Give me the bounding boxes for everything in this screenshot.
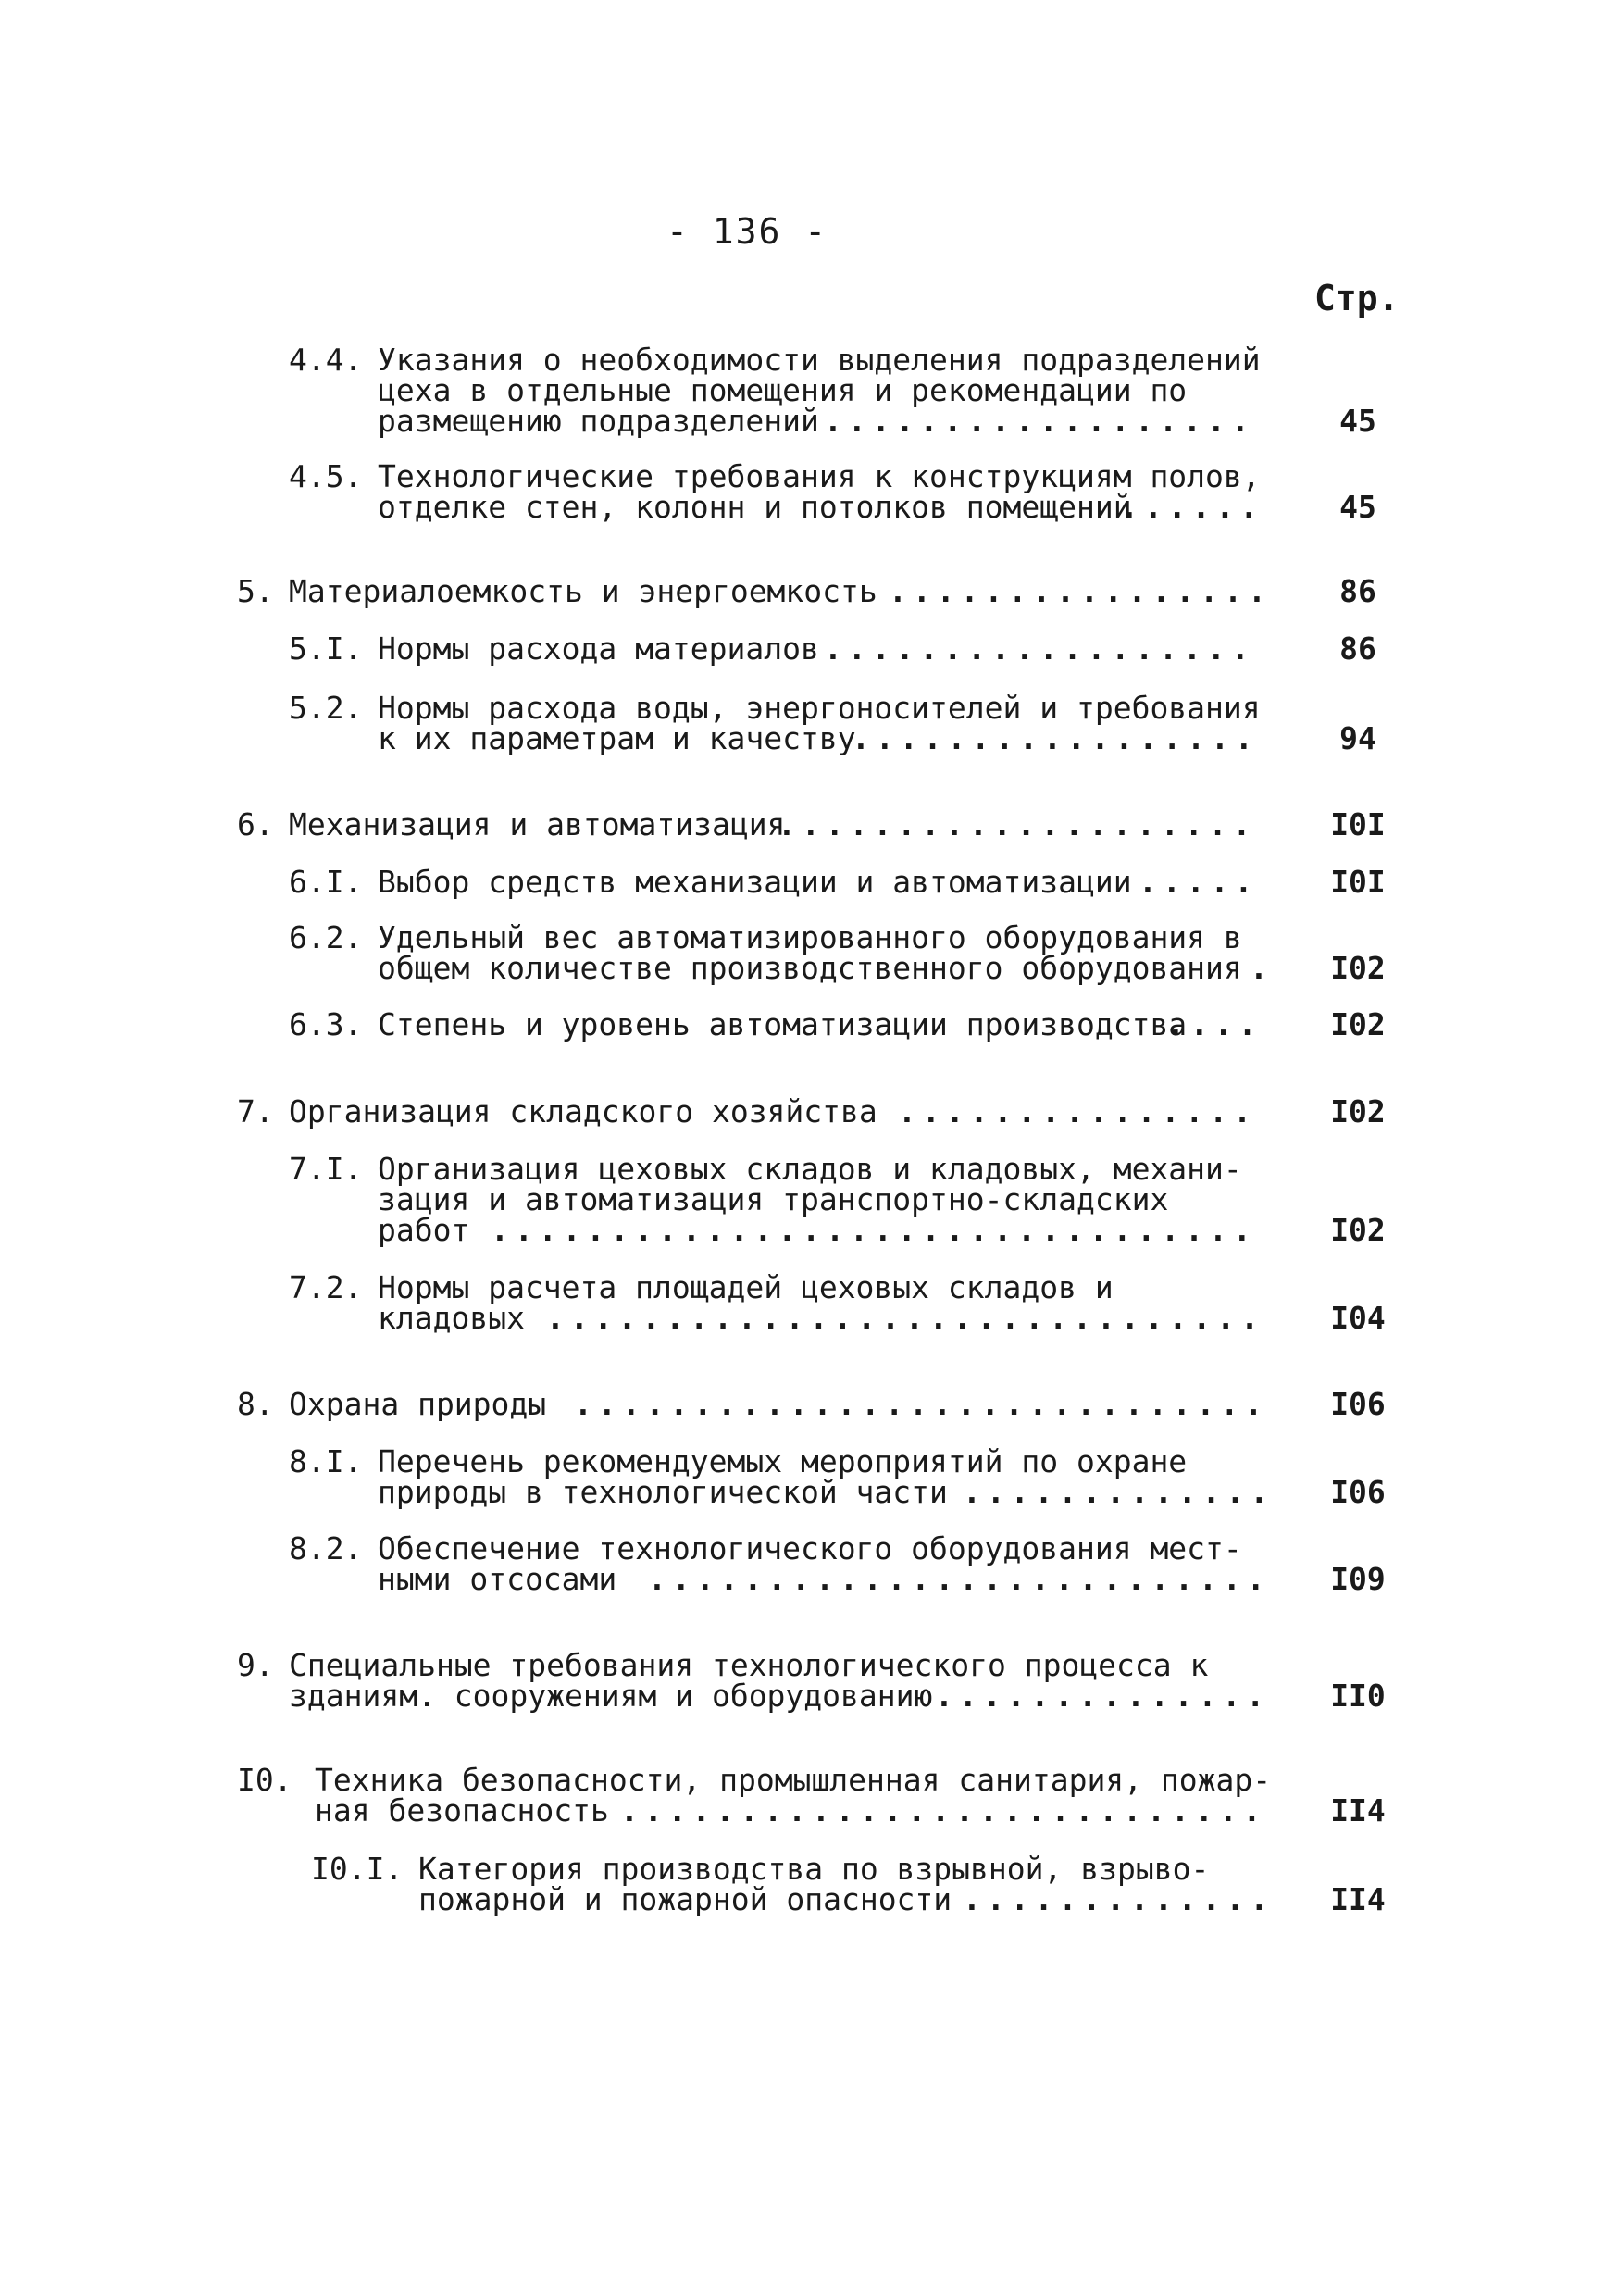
toc-entry-page: I06 bbox=[1330, 1386, 1386, 1422]
toc-entry-number: 6.3. bbox=[289, 1006, 363, 1042]
toc-leader-dots: ........................... bbox=[620, 1792, 1267, 1828]
toc-entry-title: Перечень рекомендуемых мероприятий по охране природы в технологической части bbox=[378, 1443, 1188, 1510]
toc-entry-number: 4.4. bbox=[289, 342, 363, 378]
toc-entry-number: 5. bbox=[237, 573, 274, 609]
toc-entry-title: Охрана природы bbox=[289, 1386, 547, 1422]
toc-entry-page: I02 bbox=[1330, 950, 1386, 986]
toc-entry-page: 86 bbox=[1339, 573, 1376, 609]
toc-leader-dots: .............. bbox=[935, 1678, 1271, 1714]
toc-leader-dots: .............................. bbox=[546, 1300, 1265, 1336]
toc-entry-page: II4 bbox=[1330, 1792, 1386, 1828]
toc-entry-page: II0 bbox=[1330, 1678, 1386, 1714]
toc-entry-page: I04 bbox=[1330, 1300, 1386, 1336]
toc-entry-title: Материалоемкость и энергоемкость bbox=[289, 573, 877, 609]
toc-entry-number: 7. bbox=[237, 1093, 274, 1129]
toc-leader-dots: ............. bbox=[963, 1474, 1275, 1510]
toc-entry-number: 6.I. bbox=[289, 864, 363, 900]
toc-entry-page: I0I bbox=[1330, 806, 1386, 842]
toc-entry-title: Нормы расхода материалов bbox=[378, 630, 819, 667]
toc-leader-dots: .......................... bbox=[648, 1561, 1271, 1597]
toc-entry-number: 8. bbox=[237, 1386, 274, 1422]
toc-entry-page: II4 bbox=[1330, 1881, 1386, 1917]
toc-entry-page: 45 bbox=[1339, 489, 1376, 525]
toc-entry-page: 86 bbox=[1339, 630, 1376, 667]
toc-entry-title: Обеспечение технологического оборудования мест- ными отсосами bbox=[378, 1530, 1242, 1597]
toc-entry-number: 5.I. bbox=[289, 630, 363, 667]
toc-entry-title: Степень и уровень автоматизации производства bbox=[378, 1006, 1188, 1042]
toc-entry-number: 6.2. bbox=[289, 919, 363, 955]
toc-entry-number: 7.2. bbox=[289, 1269, 363, 1305]
toc-entry-title: Организация складского хозяйства bbox=[289, 1093, 877, 1129]
toc-entry-page: I09 bbox=[1330, 1561, 1386, 1597]
toc-leader-dots: .... bbox=[1166, 1006, 1263, 1042]
toc-entry-number: 5.2. bbox=[289, 690, 363, 726]
toc-entry-page: I06 bbox=[1330, 1474, 1386, 1510]
toc-entry-title: Механизация и автоматизация bbox=[289, 806, 786, 842]
toc-entry-page: 45 bbox=[1339, 403, 1376, 439]
toc-entry-number: 8.I. bbox=[289, 1443, 363, 1479]
toc-entry-number: 6. bbox=[237, 806, 274, 842]
toc-entry-number: I0.I. bbox=[311, 1851, 404, 1887]
toc-leader-dots: . bbox=[1250, 950, 1274, 986]
toc-entry-title: Организация цеховых складов и кладовых, механи- зация и автоматизация транспортно-складских работ bbox=[378, 1151, 1242, 1248]
toc-entry-title: Специальные требования технологического процесса к зданиям. сооружениям и оборудованию bbox=[289, 1647, 1209, 1714]
toc-leader-dots: ................. bbox=[852, 720, 1259, 756]
toc-entry-page: I02 bbox=[1330, 1212, 1386, 1248]
toc-entry-title: Указания о необходимости выделения подразделений цеха в отдельные помещения и рекомендации по размещению подразделений bbox=[378, 342, 1261, 439]
toc-entry-page: I02 bbox=[1330, 1093, 1386, 1129]
toc-entry-title: Технологические требования к конструкциям полов, отделке стен, колонн и потолков помещений bbox=[378, 458, 1261, 525]
toc-entry-title: Техника безопасности, промышленная санитария, пожар- ная безопасность bbox=[315, 1762, 1272, 1828]
toc-entry-page: I0I bbox=[1330, 864, 1386, 900]
toc-entry-number: 4.5. bbox=[289, 458, 363, 494]
toc-entry-title: Удельный вес автоматизированного оборудования в общем количестве производственного оборудования bbox=[378, 919, 1242, 986]
toc-entry-title: Выбор средств механизации и автоматизации bbox=[378, 864, 1132, 900]
page-column-header: Стр. bbox=[1314, 278, 1400, 318]
toc-leader-dots: .................... bbox=[778, 806, 1257, 842]
toc-leader-dots: ..... bbox=[1139, 864, 1259, 900]
toc-leader-dots: ............................. bbox=[574, 1386, 1269, 1422]
toc-entry-number: 9. bbox=[237, 1647, 274, 1683]
toc-leader-dots: ................ bbox=[889, 573, 1272, 609]
toc-leader-dots: ...... bbox=[1120, 489, 1264, 525]
toc-entry-title: Категория производства по взрывной, взрыво- пожарной и пожарной опасности bbox=[418, 1851, 1210, 1917]
toc-leader-dots: .................. bbox=[824, 403, 1255, 439]
toc-entry-number: 8.2. bbox=[289, 1530, 363, 1566]
toc-entry-title: Нормы расхода воды, энергоносителей и требования к их параметрам и качеству bbox=[378, 690, 1261, 756]
toc-leader-dots: ............. bbox=[963, 1881, 1275, 1917]
toc-entry-page: I02 bbox=[1330, 1006, 1386, 1042]
toc-leader-dots: .................. bbox=[824, 630, 1255, 667]
toc-entry-number: I0. bbox=[237, 1762, 292, 1798]
toc-entry-page: 94 bbox=[1339, 720, 1376, 756]
page-number: - 136 - bbox=[666, 211, 828, 252]
toc-entry-title: Нормы расчета площадей цеховых складов и кладовых bbox=[378, 1269, 1114, 1336]
toc-leader-dots: ................................ bbox=[491, 1212, 1257, 1248]
toc-entry-number: 7.I. bbox=[289, 1151, 363, 1187]
toc-leader-dots: ............... bbox=[898, 1093, 1258, 1129]
